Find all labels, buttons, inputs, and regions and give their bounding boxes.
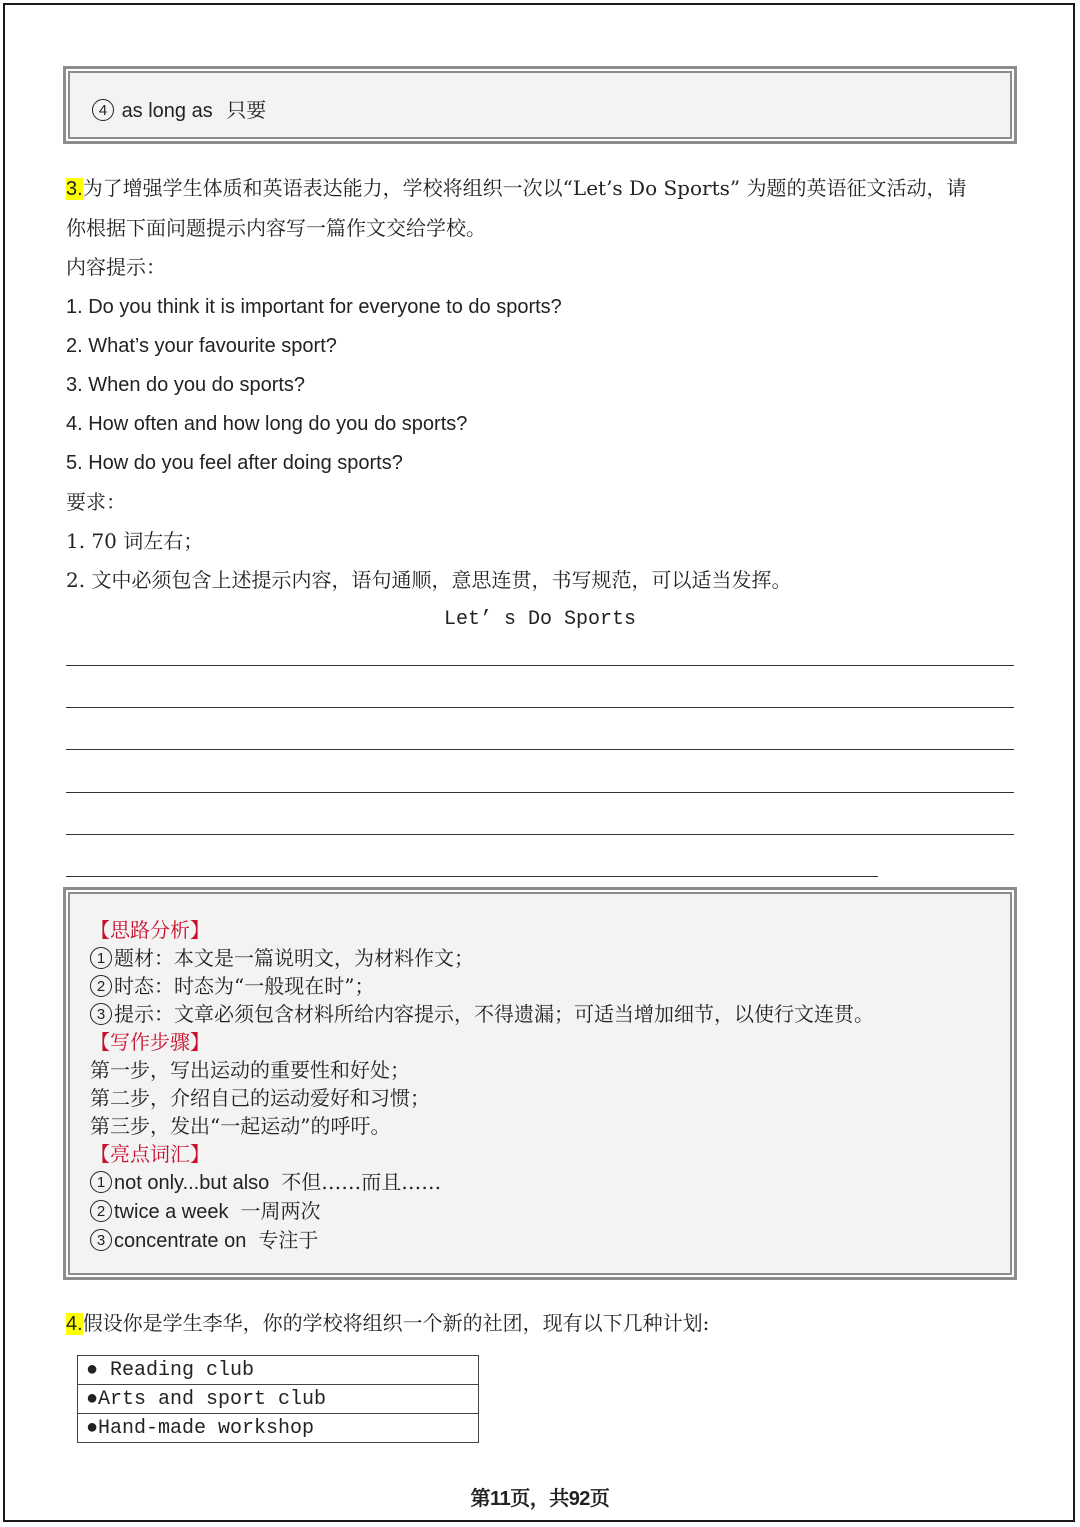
top-answer-box — [63, 66, 1017, 144]
analysis-item: 3 提示：文章必须包含材料所给内容提示，不得遗漏；可适当增加细节，以使行文连贯。 — [90, 1000, 874, 1028]
table-row — [78, 1414, 479, 1443]
q4-number: 4. — [66, 1313, 83, 1335]
q3-line2: 你根据下面问题提示内容写一篇作文交给学校。 — [66, 216, 486, 240]
circled-number: 1 — [90, 1171, 112, 1193]
analysis-box — [63, 887, 1017, 1280]
club-option: ●Arts and sport club — [78, 1385, 479, 1414]
circled-number: 3 — [90, 1003, 112, 1025]
q3-line1 — [66, 176, 966, 201]
writing-line[interactable] — [66, 749, 1014, 750]
hint-2: 2. What’s your favourite sport? — [66, 335, 337, 357]
writing-line[interactable] — [66, 834, 1014, 835]
vocab-item: 3 concentrate on 专注于 — [90, 1226, 874, 1255]
writing-line[interactable] — [66, 792, 1014, 793]
circled-number: 2 — [90, 975, 112, 997]
hints-label: 内容提示： — [66, 255, 166, 279]
writing-step: 第二步，介绍自己的运动爱好和习惯； — [90, 1086, 430, 1110]
hint-1: 1. Do you think it is important for everyone to do sports? — [66, 296, 562, 318]
circled-number: 2 — [90, 1200, 112, 1222]
table-row — [78, 1385, 479, 1414]
requirement-1: 1. 70 词左右； — [66, 529, 204, 553]
requirements-label: 要求： — [66, 490, 126, 514]
analysis-item: 2 时态：时态为“一般现在时”； — [90, 972, 874, 1000]
circled-number: 4 — [92, 99, 114, 121]
hint-3: 3. When do you do sports? — [66, 374, 306, 396]
circled-number: 1 — [90, 947, 112, 969]
page-number: 第11页，共92页 — [470, 1488, 610, 1510]
q3-prompt: 为了增强学生体质和英语表达能力，学校将组织一次以“Let’s Do Sports” 为题的英语征文活动，请 — [82, 176, 967, 200]
vocab-item: 2 twice a week 一周两次 — [90, 1197, 874, 1226]
analysis-item: 1 题材：本文是一篇说明文，为材料作文； — [90, 944, 874, 972]
q4-line — [66, 1311, 709, 1336]
hint-5: 5. How do you feel after doing sports? — [66, 452, 403, 474]
section-heading: 【思路分析】 — [90, 918, 210, 942]
writing-line[interactable] — [66, 665, 1014, 666]
essay-title: Let’ s Do Sports — [443, 608, 637, 631]
club-option: ● Reading club — [78, 1356, 479, 1385]
circled-number: 3 — [90, 1229, 112, 1251]
club-options-table — [77, 1355, 479, 1443]
club-option: ●Hand-made workshop — [78, 1414, 479, 1443]
vocab-item: 1 not only...but also 不但……而且…… — [90, 1168, 874, 1197]
q3-number: 3. — [66, 178, 83, 200]
table-row — [78, 1356, 479, 1385]
writing-line[interactable] — [66, 707, 1014, 708]
writing-step: 第三步，发出“一起运动”的呼吁。 — [90, 1114, 391, 1138]
section-heading: 【写作步骤】 — [90, 1030, 210, 1054]
phrase-meaning: 只要 — [226, 98, 267, 122]
requirement-2: 2. 文中必须包含上述提示内容，语句通顺，意思连贯，书写规范，可以适当发挥。 — [66, 568, 792, 592]
writing-line[interactable] — [66, 876, 878, 877]
hint-4: 4. How often and how long do you do sports? — [66, 413, 468, 435]
q4-prompt: 假设你是学生李华，你的学校将组织一个新的社团，现有以下几种计划: — [82, 1311, 710, 1335]
phrase: as long as — [121, 100, 213, 122]
writing-step: 第一步，写出运动的重要性和好处； — [90, 1058, 410, 1082]
section-heading: 【亮点词汇】 — [90, 1142, 210, 1166]
